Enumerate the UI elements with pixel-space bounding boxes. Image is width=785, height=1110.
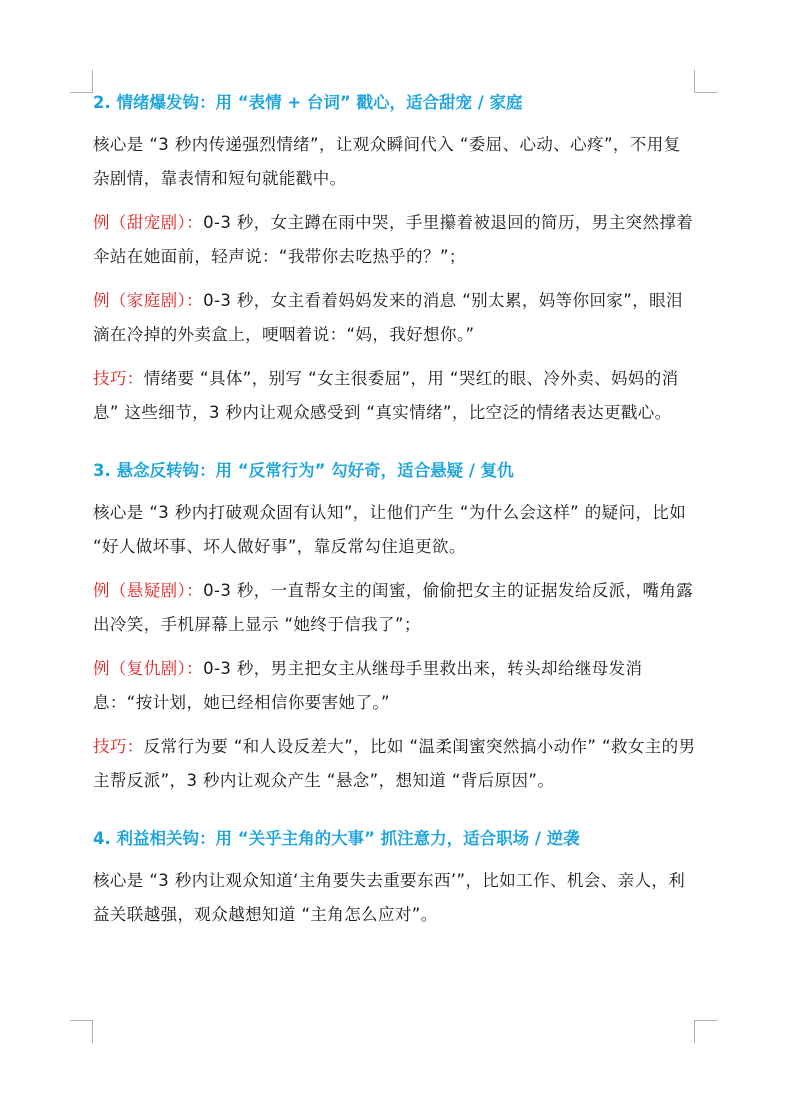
example-label: 例（甜宠剧）： <box>93 213 204 232</box>
section-3-example-2 <box>93 652 697 720</box>
example-label: 例（家庭剧）： <box>93 291 204 310</box>
tip-text: 情绪要 “具体”，别写 “女主很委屈”，用 “哭红的眼、冷外卖、妈妈的消息” 这些细节，3 秒内让观众感受到 “真实情绪”，比空泛的情绪表达更戳心。 <box>93 369 679 422</box>
section-3-heading: 3. 悬念反转钩：用 “反常行为” 勾好奇，适合悬疑 / 复仇 <box>93 461 514 480</box>
document-body <box>93 86 697 942</box>
section-2-example-1 <box>93 206 697 274</box>
page-corner-mark-bottom-left <box>70 1020 93 1043</box>
tip-text: 反常行为要 “和人设反差大”，比如 “温柔闺蜜突然搞小动作” “救女主的男主帮反派”，3 秒内让观众产生 “悬念”，想知道 “背后原因”。 <box>93 737 696 790</box>
section-2-example-2 <box>93 284 697 352</box>
section-4-core: 核心是 “3 秒内让观众知道‘主角要失去重要东西’”，比如工作、机会、亲人，利益关联越强，观众越想知道 “主角怎么应对”。 <box>93 871 686 924</box>
example-label: 例（悬疑剧）： <box>93 581 204 600</box>
tip-label: 技巧： <box>93 369 144 388</box>
section-3-tip <box>93 730 697 798</box>
page-corner-mark-top-right <box>694 70 717 93</box>
section-4-heading: 4. 利益相关钩：用 “关乎主角的大事” 抓注意力，适合职场 / 逆袭 <box>93 829 580 848</box>
page-corner-mark-top-left <box>70 70 93 93</box>
section-3-core: 核心是 “3 秒内打破观众固有认知”，让他们产生 “为什么会这样” 的疑问，比如 “好人做坏事、坏人做好事”，靠反常勾住追更欲。 <box>93 503 687 556</box>
example-text: 0-3 秒，男主把女主从继母手里救出来，转头却给继母发消息：“按计划，她已经相信你要害她了。” <box>93 659 643 712</box>
page-corner-mark-bottom-right <box>694 1020 717 1043</box>
example-label: 例（复仇剧）： <box>93 659 204 678</box>
tip-label: 技巧： <box>93 737 144 756</box>
example-text: 0-3 秒，一直帮女主的闺蜜，偷偷把女主的证据发给反派，嘴角露出冷笑，手机屏幕上显示 “她终于信我了”； <box>93 581 694 634</box>
section-2-tip <box>93 362 697 430</box>
example-text: 0-3 秒，女主看着妈妈发来的消息 “别太累，妈等你回家”，眼泪滴在冷掉的外卖盒上，哽咽着说：“妈，我好想你。” <box>93 291 683 344</box>
section-2-core: 核心是 “3 秒内传递强烈情绪”，让观众瞬间代入 “委屈、心动、心疼”，不用复杂剧情，靠表情和短句就能戳中。 <box>93 135 681 188</box>
section-3-example-1 <box>93 574 697 642</box>
section-2-heading: 2. 情绪爆发钩：用 “表情 + 台词” 戳心，适合甜宠 / 家庭 <box>93 93 523 112</box>
example-text: 0-3 秒，女主蹲在雨中哭，手里攥着被退回的简历，男主突然撑着伞站在她面前，轻声说：“我带你去吃热乎的？”； <box>93 213 694 266</box>
